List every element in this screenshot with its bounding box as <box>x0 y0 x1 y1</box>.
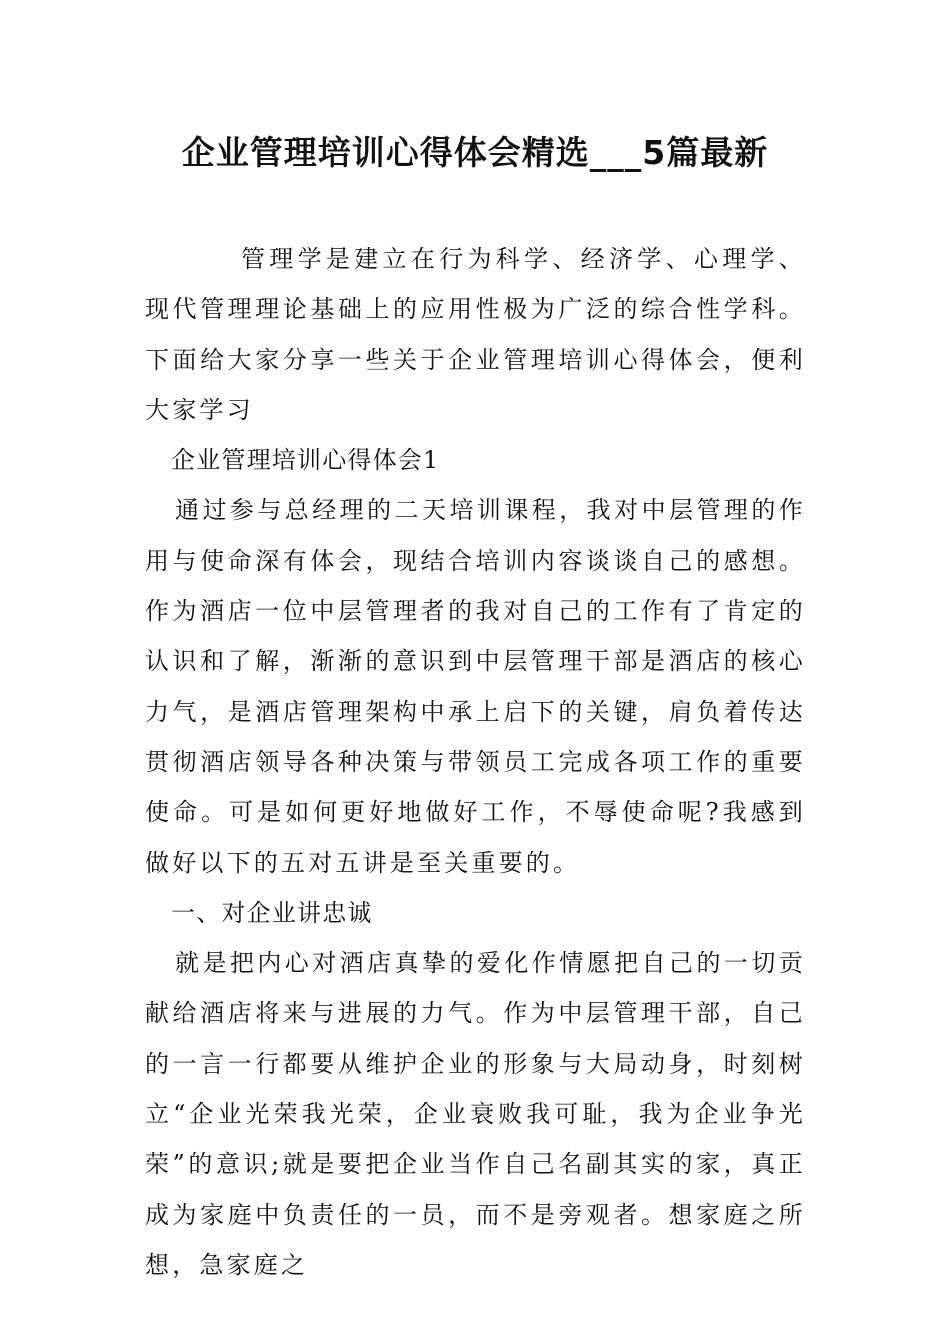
document-title: 企业管理培训心得体会精选___5篇最新 <box>181 133 769 172</box>
point-heading-1: 一、对企业讲忠诚 <box>171 898 373 927</box>
section-1-paragraph: 通过参与总经理的二天培训课程，我对中层管理的作用与使命深有体会，现结合培训内容谈谈自己的感想。作为酒店一位中层管理者的我对自己的工作有了肯定的认识和了解，渐渐的意识到中层管理干部是酒店的核心力气，是酒店管理架构中承上启下的关键，肩负着传达贯彻酒店领导各种决策与带领员工完成各项工作的重要使命。可是如何更好地做好工作，不辱使命呢?我感到做好以下的五对五讲是至关重要的。 <box>145 496 806 877</box>
intro-paragraph: 管理学是建立在行为科学、经济学、心理学、现代管理理论基础上的应用性极为广泛的综合性学科。下面给大家分享一些关于企业管理培训心得体会，便利大家学习 <box>145 245 806 424</box>
section-heading-1: 企业管理培训心得体会1 <box>171 446 440 475</box>
document-body <box>145 234 806 1290</box>
point-1-paragraph: 就是把内心对酒店真挚的爱化作情愿把自己的一切贡献给酒店将来与进展的力气。作为中层管理干部，自己的一言一行都要从维护企业的形象与大局动身，时刻树立“企业光荣我光荣，企业衰败我可耻，我为企业争光荣”的意识;就是要把企业当作自己名副其实的家，真正成为家庭中负责任的一员，而不是旁观者。想家庭之所想，急家庭之 <box>145 949 806 1279</box>
